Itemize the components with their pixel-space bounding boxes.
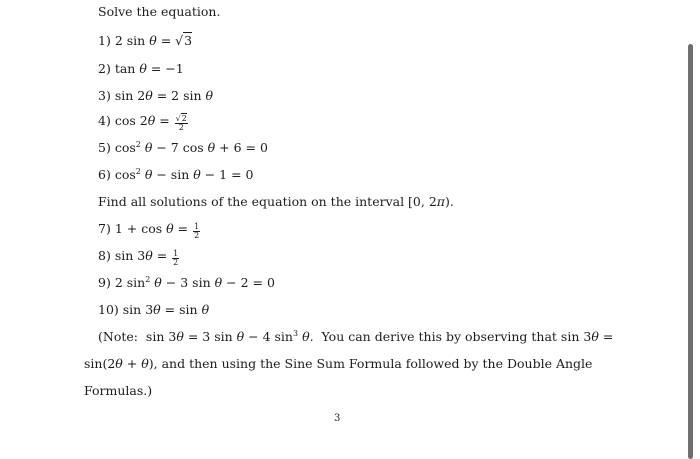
fraction: $\frac{√2}{2}$ — [175, 114, 187, 132]
note-line-3: Formulas.) — [84, 383, 153, 398]
fraction: $\frac{1}{2}$ — [173, 249, 179, 267]
item-number: 4) — [98, 113, 111, 128]
note-line-2: sin(2θ + θ), and then using the Sine Sum Formula followed by the Double Angle — [84, 356, 593, 371]
equation-4: 4) cos 2θ = $\frac{√2}{2}$ — [98, 113, 187, 132]
item-number: 9) — [98, 275, 111, 290]
equation-10: 10) sin 3θ = sin θ — [98, 302, 210, 317]
item-number: 7) — [98, 221, 111, 236]
page-number: 3 — [334, 413, 341, 424]
equation-5: 5) $\cos^2 \theta - 7$ cos θ + 6 = 0 — [98, 140, 268, 155]
fraction: $\frac{1}{2}$ — [194, 222, 200, 240]
equation-1: 1) 2 sin θ = √3 — [98, 33, 193, 48]
equation-7: 7) 1 + cos θ = $\frac{1}{2}$ — [98, 221, 200, 240]
item-number: 10) — [98, 302, 119, 317]
item-number: 5) — [98, 140, 111, 155]
equation-8: 8) sin 3θ = $\frac{1}{2}$ — [98, 248, 179, 267]
note-line-1: (Note: sin 3θ = 3 sin θ − 4 $\sin^3 \theta$. You can derive this by observing that sin 3θ = — [98, 329, 614, 344]
item-number: 3) — [98, 88, 111, 103]
vertical-scrollbar[interactable] — [688, 44, 693, 459]
equation-9: 9) 2 $\sin^2 \theta - 3$ sin θ − 2 = 0 — [98, 275, 275, 290]
equation-2: 2) tan θ = −1 — [98, 61, 184, 76]
find-heading: Find all solutions of the equation on the interval [0, 2π). — [98, 194, 454, 209]
equation-6: 6) $\cos^2 \theta - \sin \theta - 1 = 0$ — [98, 167, 254, 182]
equation-3: 3) sin 2θ = 2 sin θ — [98, 88, 214, 103]
item-number: 6) — [98, 167, 111, 182]
item-number: 2) — [98, 61, 111, 76]
item-number: 1) — [98, 33, 111, 48]
solve-heading: Solve the equation. — [98, 4, 221, 19]
item-number: 8) — [98, 248, 111, 263]
